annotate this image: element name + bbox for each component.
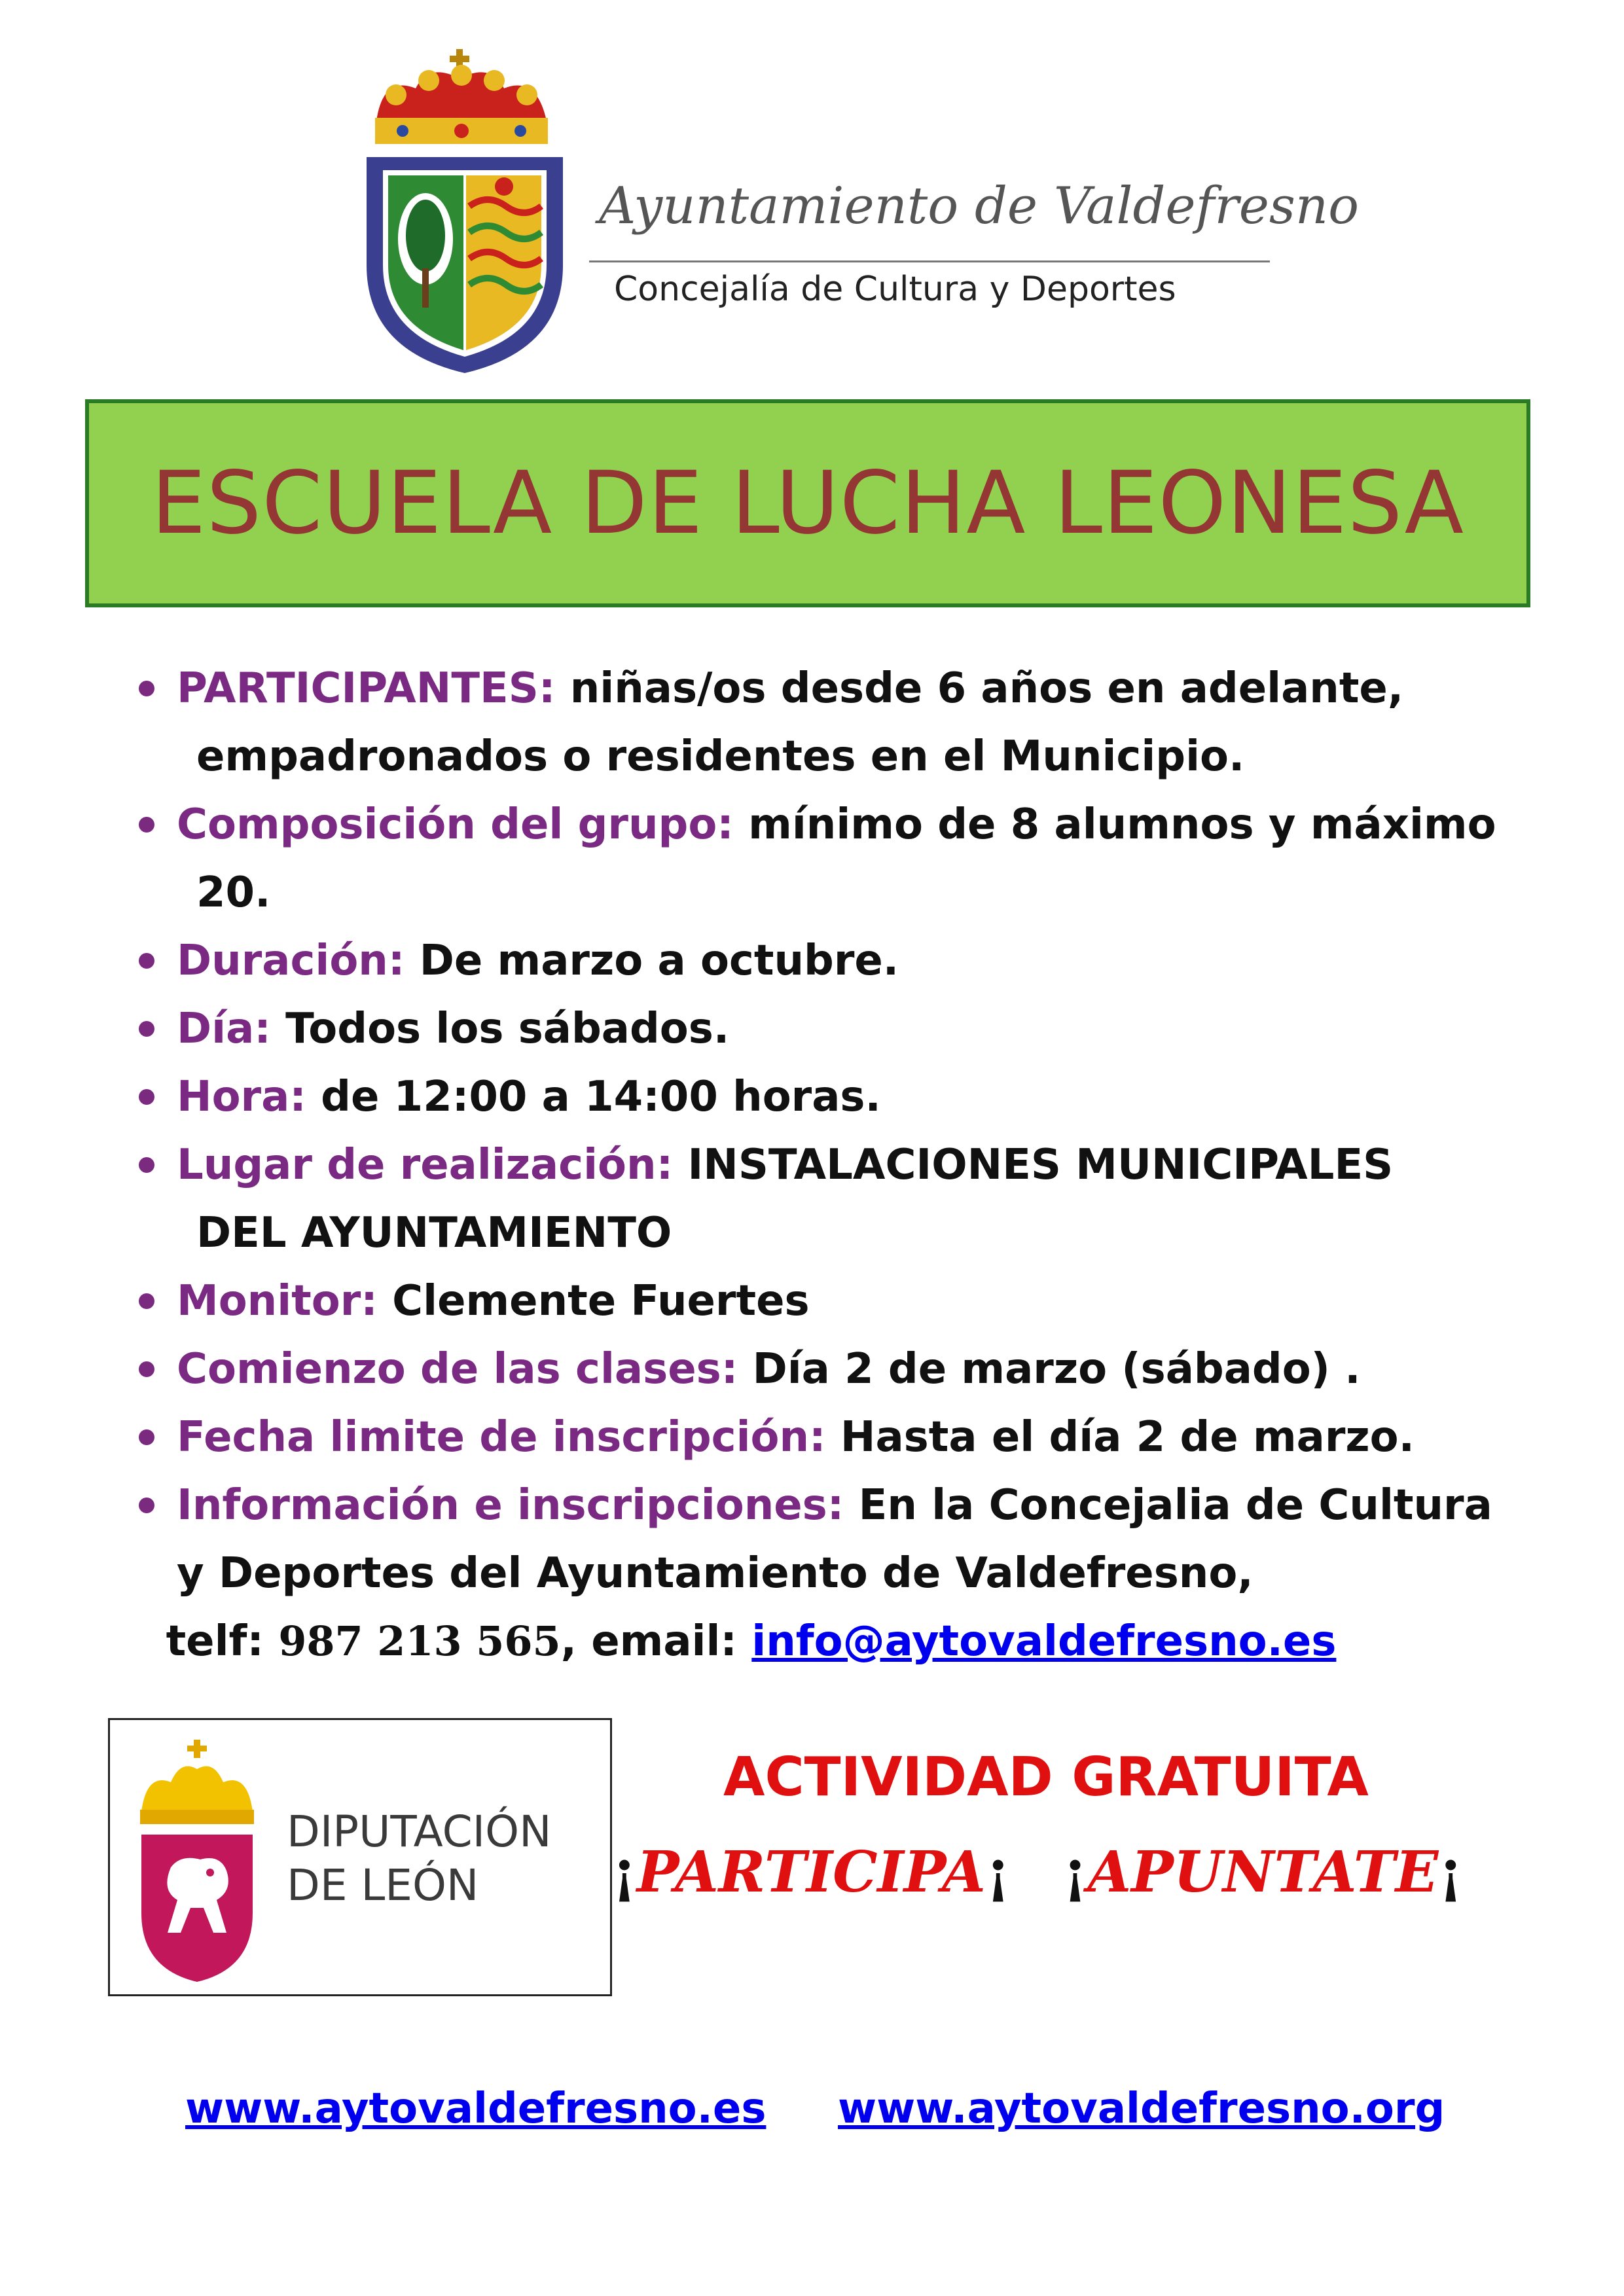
item-label: Monitor: [177, 1277, 378, 1325]
item-label: Información e inscripciones: [177, 1481, 844, 1530]
email-link[interactable]: info@aytovaldefresno.es [751, 1617, 1337, 1666]
item-value-continued: y Deportes del Ayuntamiento de Valdefresno, [177, 1549, 1254, 1598]
exclamation-mark: ¡ [612, 1839, 637, 1905]
website-link-es[interactable]: www.aytovaldefresno.es [185, 2085, 767, 2133]
item-value: Clemente Fuertes [392, 1277, 810, 1325]
item-value: Día 2 de marzo (sábado) . [752, 1345, 1361, 1393]
item-value: niñas/os desde 6 años en adelante, [569, 664, 1404, 713]
item-value: INSTALACIONES MUNICIPALES [687, 1141, 1394, 1189]
list-item-comienzo [131, 1335, 1535, 1403]
info-list [131, 655, 1535, 1676]
list-item-fecha-limite [131, 1403, 1535, 1471]
page-title: ESCUELA DE LUCHA LEONESA [151, 453, 1464, 554]
list-item-dia [131, 995, 1535, 1063]
list-item-duracion [131, 927, 1535, 995]
list-item-informacion [131, 1471, 1535, 1607]
participa-text: PARTICIPA [636, 1839, 986, 1905]
free-activity-heading: ACTIVIDAD GRATUITA [723, 1746, 1369, 1808]
diputacion-line-2: DE LEÓN [287, 1860, 479, 1910]
item-value: En la Concejalia de Cultura [858, 1481, 1492, 1530]
email-label: , email: [560, 1617, 738, 1666]
item-value-continued: DEL AYUNTAMIENTO [196, 1209, 672, 1257]
title-banner [85, 399, 1530, 607]
header-divider [589, 260, 1270, 262]
phone-label: telf: [166, 1617, 264, 1666]
list-item-lugar [131, 1131, 1535, 1267]
list-item-participantes [131, 655, 1535, 791]
exclamation-mark: ¡ [1062, 1839, 1088, 1905]
department-name: Concejalía de Cultura y Deportes [614, 270, 1176, 309]
list-item-monitor [131, 1267, 1535, 1335]
item-value: Hasta el día 2 de marzo. [840, 1413, 1415, 1462]
item-value: de 12:00 a 14:00 horas. [321, 1073, 881, 1121]
apuntate-text: APUNTATE [1087, 1839, 1439, 1905]
item-label: Comienzo de las clases: [177, 1345, 738, 1393]
item-label: Duración: [177, 937, 405, 985]
exclamation-mark: ¡ [985, 1839, 1011, 1905]
item-label: Lugar de realización: [177, 1141, 674, 1189]
item-label: Día: [177, 1005, 271, 1053]
diputacion-line-1: DIPUTACIÓN [287, 1806, 552, 1857]
organization-name: Ayuntamiento de Valdefresno [599, 177, 1360, 236]
diputacion-crest-icon [135, 1736, 259, 1985]
item-label: Composición del grupo: [177, 800, 734, 849]
item-value-continued: 20. [196, 869, 271, 917]
diputacion-logo-box [108, 1718, 612, 1996]
call-to-action [612, 1839, 1463, 1905]
item-value-continued: empadronados o residentes en el Municipio. [196, 732, 1245, 781]
item-label: Hora: [177, 1073, 306, 1121]
exclamation-mark: ¡ [1438, 1839, 1464, 1905]
item-label: PARTICIPANTES: [177, 664, 556, 713]
list-item-hora [131, 1063, 1535, 1131]
item-value: De marzo a octubre. [419, 937, 899, 985]
diputacion-wordmark [287, 1805, 551, 1912]
list-item-composicion [131, 791, 1535, 927]
valdefresno-coat-of-arms [357, 49, 573, 376]
website-link-org[interactable]: www.aytovaldefresno.org [838, 2085, 1445, 2133]
item-value: mínimo de 8 alumnos y máximo [748, 800, 1496, 849]
item-value: Todos los sábados. [285, 1005, 730, 1053]
phone-number: 987 213 565 [278, 1617, 561, 1665]
item-label: Fecha limite de inscripción: [177, 1413, 826, 1462]
contact-line [131, 1607, 1535, 1676]
